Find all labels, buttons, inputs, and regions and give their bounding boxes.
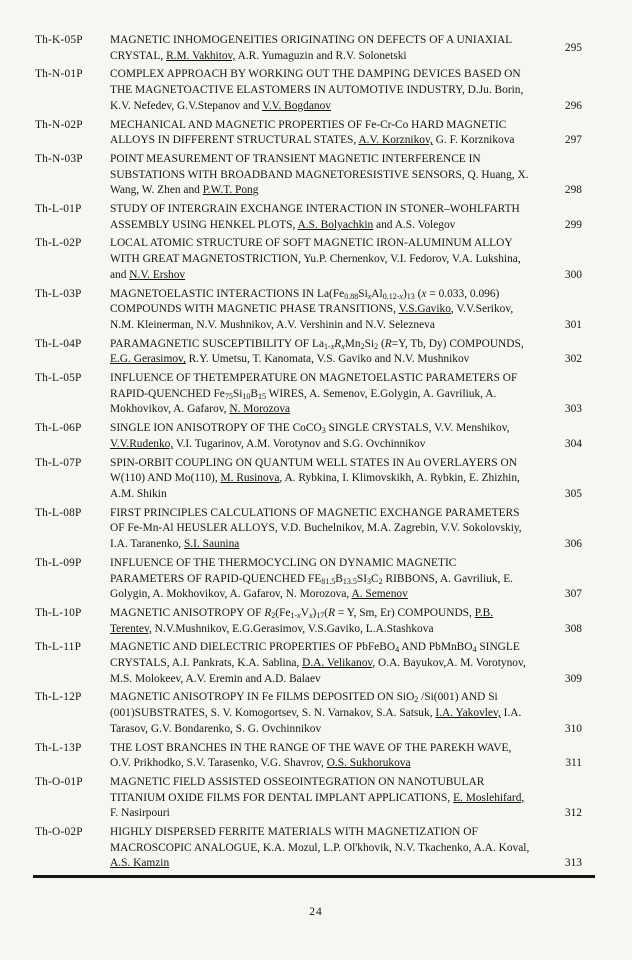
entry-code: Th-K-05P [35, 34, 83, 46]
text-segment: F. Nasirpouri [110, 807, 170, 820]
entry-page-number: 313 [564, 857, 582, 870]
text-segment: 3 [321, 426, 326, 436]
entry-code: Th-L-12P [35, 691, 82, 704]
entry-code: Th-L-05P [35, 372, 82, 385]
entry-code: Th-L-09P [35, 556, 82, 569]
text-segment: MAGNETIC AND DIELECTRIC PROPERTIES OF PbFeBO [110, 641, 396, 654]
presenting-author: O.S. Sukhorukova [326, 757, 411, 770]
text-segment: 10 [242, 391, 251, 401]
entry-title-authors [110, 152, 545, 199]
text-segment: Si [364, 337, 375, 350]
text-segment: R [334, 337, 342, 350]
toc-entry [35, 456, 582, 503]
entry-page-number: 297 [564, 134, 582, 147]
text-segment: x [330, 341, 335, 351]
text-segment: and A.S. Volegov [373, 218, 456, 231]
entry-title-authors [110, 825, 545, 872]
text-segment: SINGLE CRYSTALS, A.I. Pankrats, K.A. Sablina, [110, 641, 520, 670]
text-segment: 2 [374, 341, 379, 351]
entry-page-number: 311 [565, 757, 582, 770]
text-segment: 0.88 [344, 291, 359, 301]
toc-entry [35, 825, 582, 872]
text-segment: 2 [271, 610, 276, 620]
text-segment: MECHANICAL AND MAGNETIC PROPERTIES OF Fe-Cr-Co HARD MAGNETIC ALLOYS IN DIFFERENT STRUCTURAL STATES, [110, 118, 507, 147]
text-segment: WIRES, A. Semenov, E.Golygin, A. Gavriliuk, A. Mokhovikov, A. Gafarov, [110, 387, 497, 416]
entry-title-authors [110, 640, 545, 687]
text-segment: x [297, 610, 301, 620]
toc-entry [35, 33, 582, 64]
entry-page-number: 307 [564, 588, 582, 601]
text-segment: MAGNETIC ANISOTROPY OF [110, 606, 265, 619]
entry-code: Th-N-02P [35, 118, 83, 131]
text-segment: 0.12- [382, 291, 400, 301]
entry-title-authors [110, 236, 545, 283]
presenting-author: P.W.T. Pong [202, 184, 259, 197]
text-segment: ) [402, 287, 407, 300]
text-segment: 1- [290, 610, 298, 620]
toc-entry [35, 775, 582, 822]
entry-title-authors [110, 287, 545, 334]
entry-title-authors [110, 421, 545, 452]
text-segment: = 0.033, 0.096) COMPOUNDS WITH MAGNETIC PHASE TRANSITIONS, [110, 287, 500, 316]
entry-page-number: 298 [564, 184, 582, 197]
toc-entry [35, 118, 582, 149]
entry-code: Th-O-02P [35, 826, 83, 839]
presenting-author: E.G. Gerasimov, [110, 353, 186, 366]
text-segment: Si [232, 387, 243, 400]
entry-title-authors [110, 371, 545, 418]
text-segment: SINGLE CRYSTALS, V.V. Menshikov, [325, 422, 510, 435]
text-segment: 4 [472, 645, 477, 655]
toc-entry [35, 371, 582, 418]
presenting-author: N.V. Ershov [129, 268, 186, 281]
entry-title-authors [110, 556, 545, 603]
presenting-author: R.M. Vakhitov, [166, 49, 236, 62]
entry-title-authors [110, 337, 545, 368]
text-segment: LOCAL ATOMIC STRUCTURE OF SOFT MAGNETIC IRON-ALUMINUM ALLOY WITH GREAT MAGNETOSTRICTION, Yu.P. Chernenkov, V.I. Fedorov, V.A. Lukshina, and [110, 237, 521, 281]
presenting-author: V.V. Bogdanov [262, 99, 331, 112]
presenting-author: I.A. Yakovlev, [435, 707, 501, 720]
entry-page-number: 302 [564, 353, 582, 366]
entry-code: Th-L-11P [35, 641, 82, 654]
toc-entry [35, 506, 582, 553]
entry-code: Th-L-01P [35, 203, 82, 216]
entry-code: Th-N-01P [35, 68, 83, 81]
presenting-author: V.V.Rudenko, [110, 437, 174, 450]
text-segment: MAGNETIC FIELD ASSISTED OSSEOINTEGRATION ON NANOTUBULAR TITANIUM OXIDE FILMS FOR DENTAL IMPLANT APPLICATIONS, [110, 775, 485, 804]
text-segment: R [328, 606, 336, 619]
text-segment: MAGNETIC INHOMOGENEITIES ORIGINATING ON DEFECTS OF A UNIAXIAL CRYSTAL, [110, 34, 512, 62]
entry-page-number: 296 [564, 99, 582, 112]
text-segment: MAGNETIC ANISOTROPY IN Fe FILMS DEPOSITED ON SiO [110, 691, 415, 704]
entry-title-authors [110, 456, 545, 503]
entry-page-number: 304 [564, 437, 582, 450]
entry-title-authors [110, 202, 545, 233]
toc-entry [35, 690, 582, 737]
entry-title-authors [110, 33, 545, 64]
entries-list [35, 33, 582, 872]
text-segment: N.V.Mushnikov, E.G.Gerasimov, V.S.Gaviko, L.A.Stashkova [151, 622, 434, 635]
presenting-author: P.B. Terentev, [110, 606, 494, 635]
entry-page-number: 310 [564, 722, 582, 735]
entry-code: Th-L-02P [35, 237, 82, 250]
text-segment: 13.5 [342, 576, 357, 586]
text-segment: RIBBONS, A. Gavriliuk, E. Golygin, A. Mokhovikov, A. Gafarov, N. Morozova, [110, 572, 514, 601]
text-segment: 4 [395, 645, 400, 655]
entry-page-number: 295 [564, 41, 582, 54]
entry-code: Th-L-06P [35, 422, 82, 435]
entry-title-authors [110, 741, 545, 772]
text-segment: INFLUENCE OF THE THERMOCYCLING ON DYNAMIC MAGNETIC PARAMETERS OF RAPID-QUENCHED FE [110, 556, 457, 585]
text-segment: V.I. Tugarinov, A.M. Vorotynov and S.G. Ovchinnikov [173, 437, 426, 450]
text-segment: =Y, Tb, Dy) COMPOUNDS, [391, 337, 524, 350]
text-segment: x [308, 610, 313, 620]
text-segment: x [367, 291, 372, 301]
text-segment: 75 [224, 391, 233, 401]
text-segment: SI [356, 572, 368, 585]
entry-code: Th-L-08P [35, 506, 82, 519]
entry-page-number: 300 [564, 268, 582, 281]
toc-entry [35, 236, 582, 283]
entry-page-number: 299 [564, 218, 582, 231]
text-segment: INFLUENCE OF THETEMPERATURE ON MAGNETOELASTIC PARAMETERS OF RAPID-QUENCHED Fe [110, 372, 518, 400]
text-segment: 1- [324, 341, 331, 351]
toc-entry [35, 67, 582, 114]
text-segment: x [399, 291, 403, 301]
text-segment: R.Y. Umetsu, T. Kanomata, V.S. Gaviko and N.V. Mushnikov [185, 353, 470, 366]
footer-rule [33, 875, 595, 878]
entry-code: Th-L-03P [35, 287, 82, 300]
presenting-author: A.S. Bolyachkin [297, 218, 374, 231]
text-segment: ) [312, 606, 317, 619]
toc-entry [35, 556, 582, 603]
toc-entry [35, 606, 582, 637]
entry-page-number: 312 [564, 807, 582, 820]
text-segment: = Y, Sm, Er) COMPOUNDS, [335, 606, 475, 619]
toc-entry [35, 337, 582, 368]
entry-title-authors [110, 118, 545, 149]
toc-entry [35, 640, 582, 687]
entry-code: Th-L-07P [35, 456, 82, 469]
text-segment: x [341, 341, 345, 351]
text-segment: 81.5 [321, 576, 336, 586]
text-segment: R [384, 337, 392, 350]
entry-title-authors [110, 506, 545, 553]
entry-page-number: 305 [564, 487, 582, 500]
entry-code: Th-L-10P [35, 606, 82, 619]
presenting-author: A.V. Korznikov, [358, 134, 433, 147]
text-segment: G. F. Korznikova [432, 134, 515, 147]
presenting-author: V.S.Gaviko [398, 303, 451, 316]
text-segment: 17 [316, 610, 325, 620]
entry-code: Th-L-04P [35, 337, 82, 350]
entry-code: Th-L-13P [35, 741, 82, 754]
text-segment: V [300, 606, 309, 619]
text-segment: FIRST PRINCIPLES CALCULATIONS OF MAGNETIC EXCHANGE PARAMETERS OF Fe-Mn-Al HEUSLER ALLOYS, V.D. Buchelnikov, M.A. Zagrebin, V.V. Sokolovskiy, I.A. Taranenko, [110, 506, 522, 551]
presenting-author: N. Morozova [229, 403, 291, 416]
presenting-author: E. Moslehifard, [453, 791, 525, 804]
text-segment: SPIN-ORBIT COUPLING ON QUANTUM WELL STATES IN Au OVERLAYERS ON W(110) AND Mo(110), [110, 456, 517, 485]
text-segment: , V.V.Serikov, N.M. Kleinerman, N.V. Mushnikov, A.V. Vershinin and N.V. Selezneva [110, 303, 514, 331]
text-segment: POINT MEASUREMENT OF TRANSIENT MAGNETIC INTERFERENCE IN SUBSTATIONS WITH BROADBAND MAGNETORESISTIVE SENSORS, Q. Huang, X. Wang, W. Zhen and [110, 152, 529, 197]
text-segment: ( [414, 287, 422, 300]
text-segment: MAGNETOELASTIC INTERACTIONS IN La(Fe [110, 287, 345, 300]
text-segment: R [264, 606, 272, 619]
toc-entry [35, 741, 582, 772]
text-segment: AND PbMnBO [399, 641, 473, 654]
entry-page-number: 309 [564, 672, 582, 685]
presenting-author: A. Semenov [351, 588, 408, 601]
entry-page-number: 308 [564, 622, 582, 635]
text-segment: PARAMAGNETIC SUSCEPTIBILITY OF La [110, 337, 325, 350]
text-segment: ( [324, 606, 329, 619]
presenting-author: D.A. Velikanov [302, 657, 373, 670]
text-segment: /Si(001) AND Si (001)SUBSTRATES, S. V. Komogortsev, S. N. Varnakov, S.A. Satsuk, [110, 691, 498, 720]
text-segment: HIGHLY DISPERSED FERRITE MATERIALS WITH MAGNETIZATION OF MACROSCOPIC ANALOGUE, K.A. Mozul, L.P. Ol'khovik, N.V. Tkachenko, A.A. Koval, [110, 826, 530, 854]
toc-entry [35, 287, 582, 334]
toc-entry [35, 421, 582, 452]
text-segment: 2 [414, 695, 419, 705]
presenting-author: S.I. Saunina [183, 538, 240, 551]
text-segment: B [335, 572, 343, 585]
text-segment: 2 [360, 341, 365, 351]
presenting-author: M. Rusinova [220, 472, 280, 485]
toc-entry [35, 152, 582, 199]
entry-code: Th-N-03P [35, 152, 83, 165]
text-segment: ( [378, 337, 385, 350]
text-segment: , A. Rybkina, I. Klimovskikh, A. Rybkin, E. Zhizhin, A.M. Shikin [110, 472, 520, 500]
text-segment: Si [358, 287, 368, 300]
text-segment: , O.A. Bayukov,A. M. Vorotynov, M.S. Molokeev, A.V. Eremin and A.D. Balaev [110, 657, 526, 685]
text-segment: Al [371, 287, 383, 300]
entry-title-authors [110, 606, 545, 637]
text-segment: 13 [406, 291, 415, 301]
text-segment: (Fe [275, 606, 291, 619]
text-segment: B [250, 387, 258, 400]
entry-title-authors [110, 67, 545, 114]
entry-code: Th-O-01P [35, 775, 83, 788]
text-segment: x [421, 287, 427, 300]
entry-title-authors [110, 775, 545, 822]
entry-page-number: 306 [564, 538, 582, 551]
text-segment: STUDY OF INTERGRAIN EXCHANGE INTERACTION IN STONER–WOHLFARTH ASSEMBLY USING HENKEL PLOTS, [110, 203, 520, 231]
text-segment: SINGLE ION ANISOTROPY OF THE CoCO [110, 422, 322, 435]
entry-title-authors [110, 690, 545, 737]
text-segment: COMPLEX APPROACH BY WORKING OUT THE DAMPING DEVICES BASED ON THE MAGNETOACTIVE ELASTOMERS IN AUTOMOTIVE INDUSTRY, D.Ju. Borin, K.V. Nefedev, G.V.Stepanov and [110, 68, 524, 112]
presenting-author: A.S. Kamzin [110, 857, 170, 870]
text-segment: 3 [367, 576, 372, 586]
text-segment: A.R. Yumaguzin and R.V. Solonetski [235, 49, 407, 62]
text-segment: Mn [344, 337, 361, 350]
text-segment: 15 [257, 391, 266, 401]
entry-page-number: 303 [564, 403, 582, 416]
text-segment: THE LOST BRANCHES IN THE RANGE OF THE WAVE OF THE PAREKH WAVE, O.V. Prikhodko, S.V. Tarasenko, V.G. Shavrov, [110, 741, 512, 770]
entry-page-number: 301 [564, 318, 582, 331]
toc-entry [35, 202, 582, 233]
text-segment: 2 [378, 576, 383, 586]
text-segment: C [371, 572, 379, 585]
footer-page-number: 24 [309, 906, 323, 918]
text-segment: I.A. Tarasov, G.V. Bondarenko, S. G. Ovchinnikov [110, 707, 522, 735]
